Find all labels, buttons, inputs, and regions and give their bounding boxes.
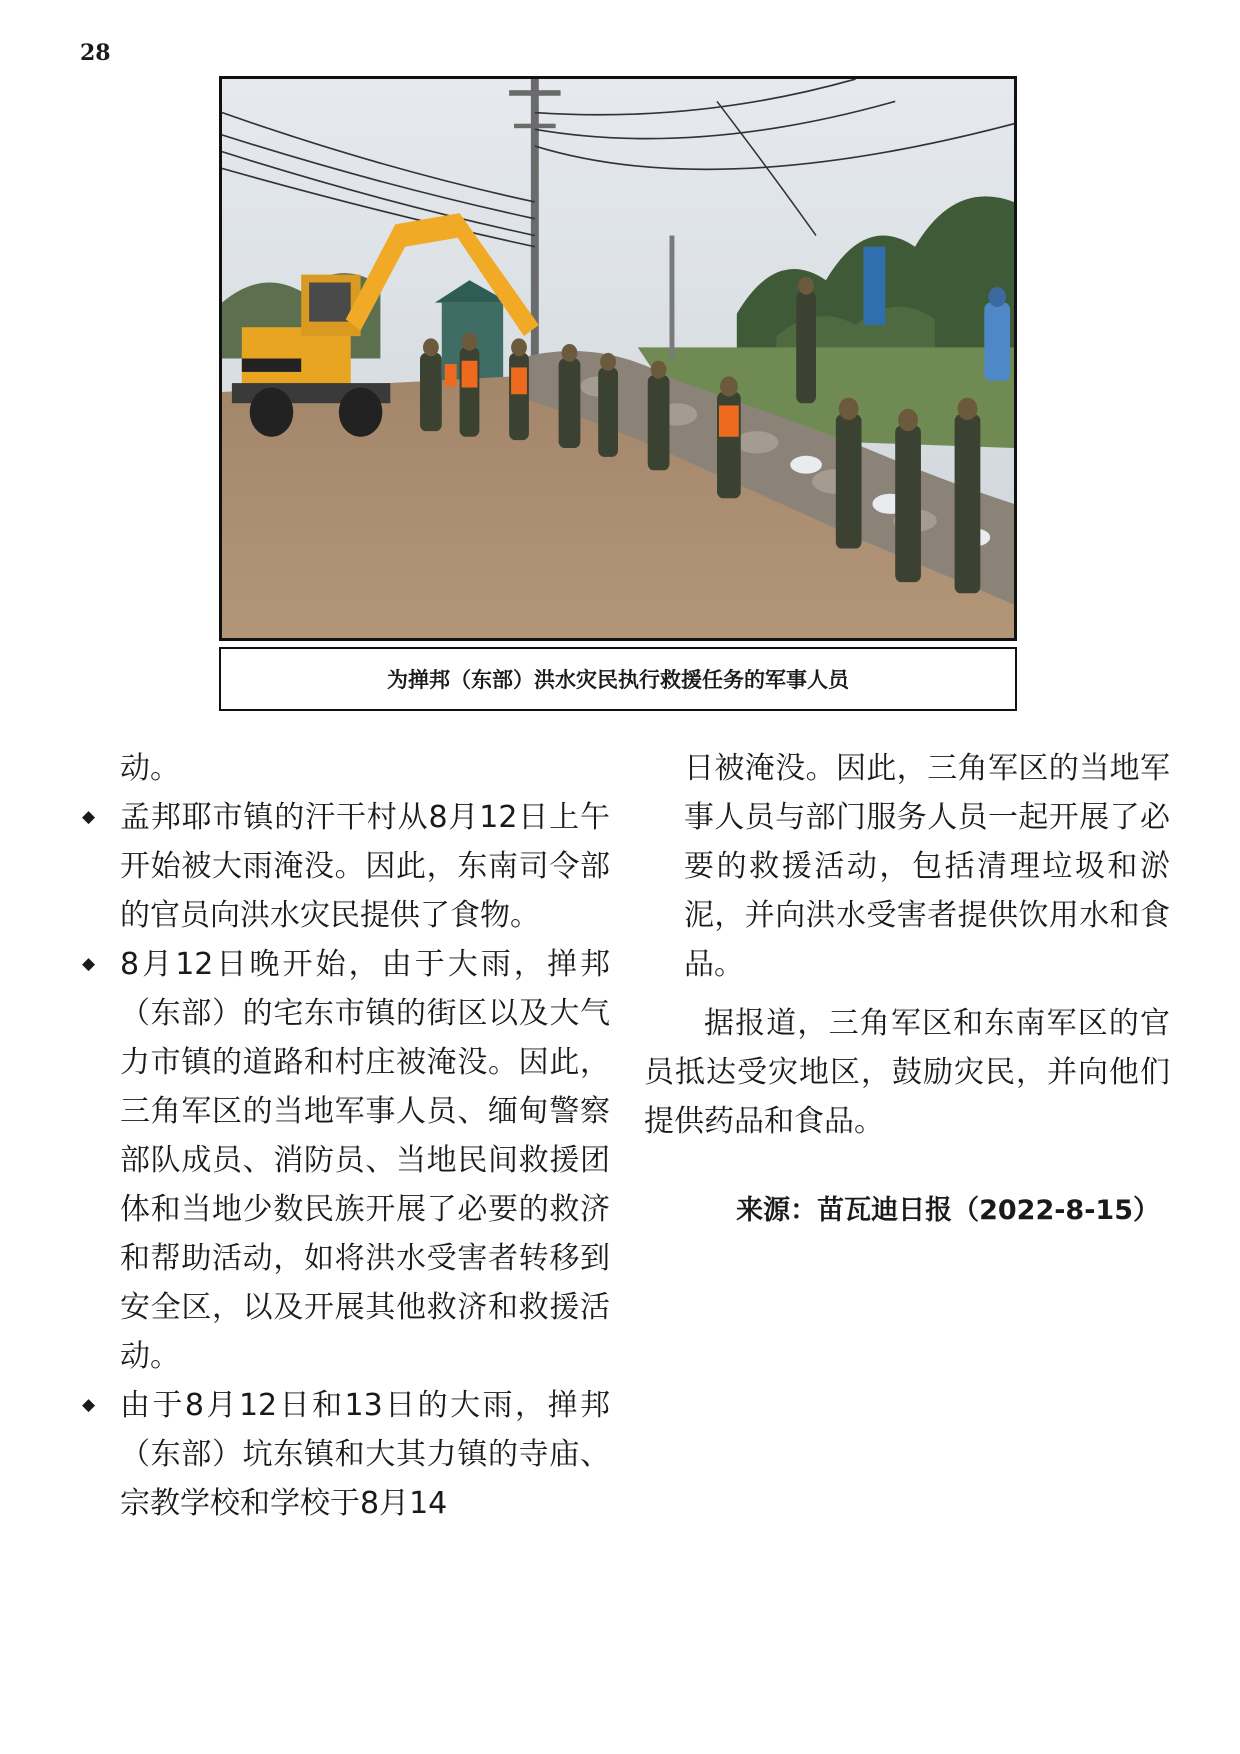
diamond-bullet-icon: ◆: [82, 954, 96, 974]
news-photo: [219, 76, 1017, 641]
body-paragraph: 据报道，三角军区和东南军区的官员抵达受灾地区，鼓励灾民，并向他们提供药品和食品。: [644, 1006, 1170, 1139]
list-item-text: 8月12日晚开始，由于大雨，掸邦（东部）的宅东市镇的街区以及大气力市镇的道路和村庄被淹没。因此，三角军区的当地军事人员、缅甸警察部队成员、消防员、当地民间救援团体和当地少数民族开展了必要的救济和帮助活动，如将洪水受害者转移到安全区，以及开展其他救济和救援活动。: [120, 947, 610, 1374]
page-number: 28: [80, 40, 111, 66]
list-item-text: 孟邦耶市镇的汗干村从8月12日上午开始被大雨淹没。因此，东南司令部的官员向洪水灾民提供了食物。: [120, 800, 610, 933]
continuation-text: 动。: [120, 751, 180, 786]
source-line: 来源：苗瓦迪日报（2022-8-15）: [736, 1195, 1160, 1226]
list-item: [80, 793, 610, 940]
diamond-bullet-icon: ◆: [82, 1395, 96, 1415]
continuation-text: 日被淹没。因此，三角军区的当地军事人员与部门服务人员一起开展了必要的救援活动，包括清理垃圾和淤泥，并向洪水受害者提供饮用水和食品。: [684, 751, 1170, 982]
left-column: [80, 744, 610, 1528]
flood-rescue-photo: [222, 79, 1014, 638]
photo-caption: 为掸邦（东部）洪水灾民执行救援任务的军事人员: [219, 647, 1017, 711]
right-column: [644, 744, 1170, 1235]
diamond-bullet-icon: ◆: [82, 807, 96, 827]
list-item-text: 由于8月12日和13日的大雨，掸邦（东部）坑东镇和大其力镇的寺庙、宗教学校和学校于8月14: [120, 1388, 610, 1521]
list-item: [80, 1381, 610, 1528]
list-item: [80, 940, 610, 1381]
